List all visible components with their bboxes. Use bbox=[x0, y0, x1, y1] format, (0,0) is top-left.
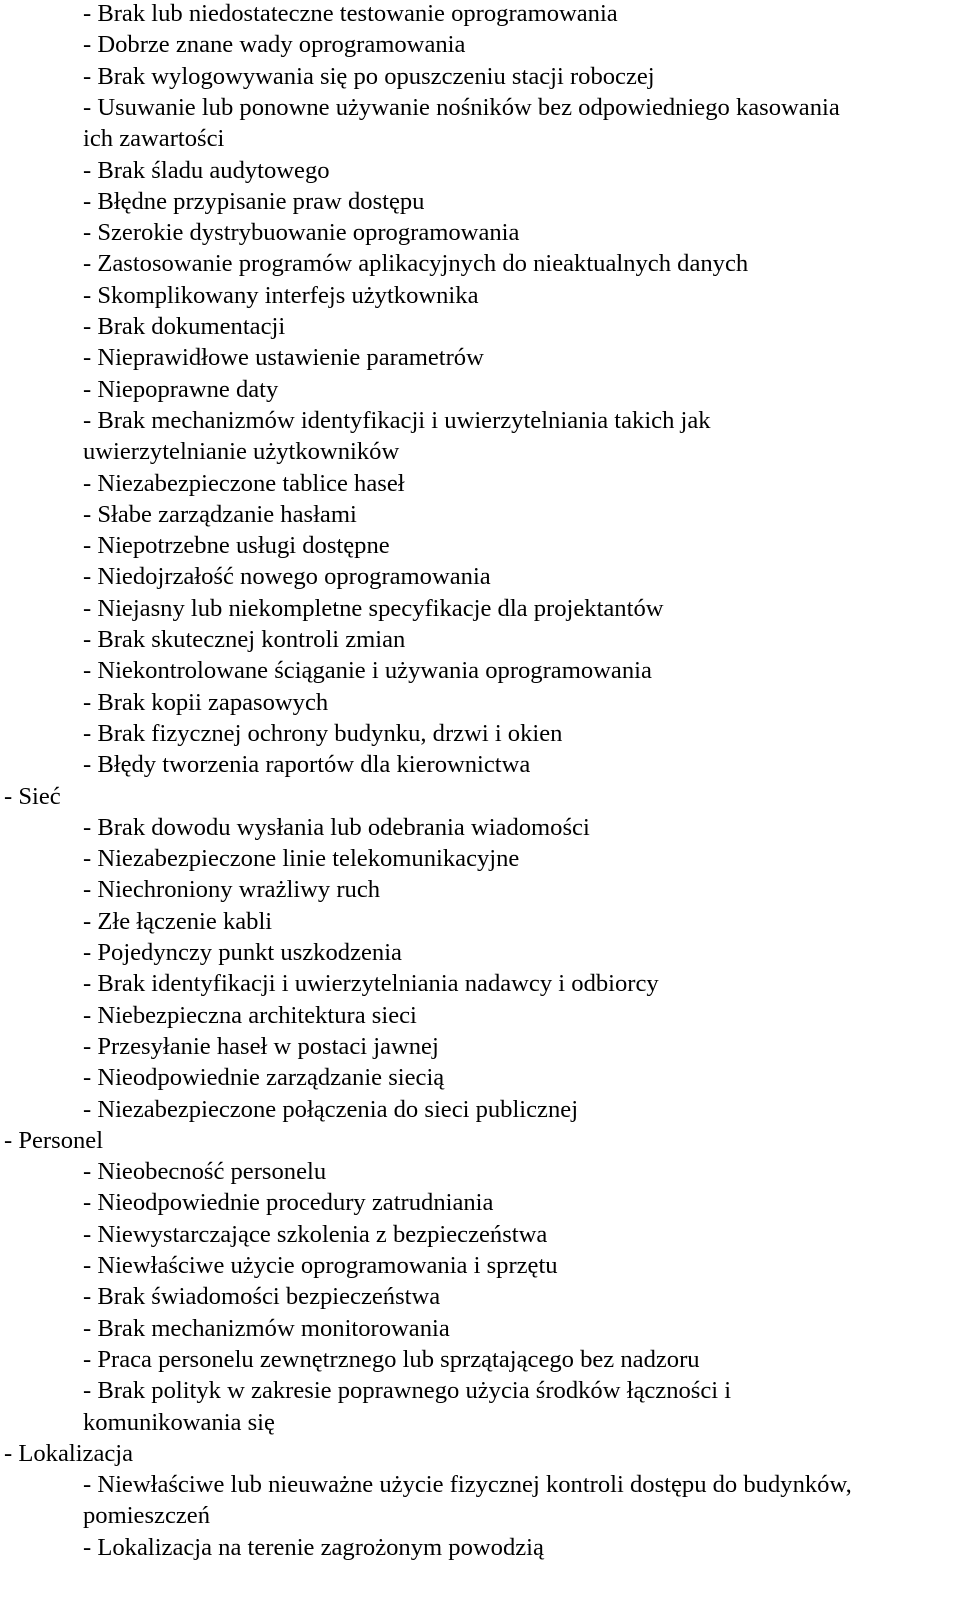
list-item: - Nieodpowiednie procedury zatrudniania bbox=[83, 1189, 494, 1217]
list-item: - Brak mechanizmów monitorowania bbox=[83, 1314, 450, 1342]
list-item: - Niezabezpieczone linie telekomunikacyjne bbox=[83, 845, 520, 873]
list-item: - Brak dowodu wysłania lub odebrania wiadomości bbox=[83, 813, 590, 841]
list-item: - Niekontrolowane ściąganie i używania oprogramowania bbox=[83, 657, 652, 685]
list-item: - Lokalizacja na terenie zagrożonym powodzią bbox=[83, 1533, 544, 1561]
list-item: - Nieobecność personelu bbox=[83, 1158, 327, 1186]
list-item: - Brak śladu audytowego bbox=[83, 156, 330, 184]
list-item: uwierzytelnianie użytkowników bbox=[83, 438, 400, 466]
list-item: - Niepoprawne daty bbox=[83, 375, 279, 403]
list-item: - Skomplikowany interfejs użytkownika bbox=[83, 281, 479, 309]
list-item: - Niepotrzebne usługi dostępne bbox=[83, 532, 390, 560]
list-item: - Brak świadomości bezpieczeństwa bbox=[83, 1283, 441, 1311]
list-item: - Brak kopii zapasowych bbox=[83, 688, 329, 716]
list-item: - Dobrze znane wady oprogramowania bbox=[83, 31, 466, 59]
list-item: - Pojedynczy punkt uszkodzenia bbox=[83, 939, 402, 966]
list-item: pomieszczeń bbox=[83, 1502, 211, 1530]
list-item: - Zastosowanie programów aplikacyjnych do nieaktualnych danych bbox=[83, 250, 749, 278]
list-item: - Błędy tworzenia raportów dla kierownictwa bbox=[83, 751, 531, 779]
list-item: ich zawartości bbox=[83, 125, 225, 153]
list-item: - Niewłaściwe lub nieuważne użycie fizycznej kontroli dostępu do budynków, bbox=[83, 1471, 852, 1499]
section-heading: - Lokalizacja bbox=[4, 1439, 134, 1467]
list-item: - Niewłaściwe użycie oprogramowania i sprzętu bbox=[83, 1252, 558, 1279]
list-item: - Szerokie dystrybuowanie oprogramowania bbox=[83, 219, 520, 247]
list-item: - Niechroniony wrażliwy ruch bbox=[83, 876, 381, 904]
list-item: - Nieodpowiednie zarządzanie siecią bbox=[83, 1064, 445, 1092]
list-item: - Nieprawidłowe ustawienie parametrów bbox=[83, 344, 484, 372]
section-heading: - Sieć bbox=[4, 782, 61, 810]
list-item: - Niedojrzałość nowego oprogramowania bbox=[83, 563, 491, 591]
list-item: - Niejasny lub niekompletne specyfikacje dla projektantów bbox=[83, 594, 664, 622]
list-item: - Niezabezpieczone tablice haseł bbox=[83, 469, 405, 497]
list-item: - Usuwanie lub ponowne używanie nośników bez odpowiedniego kasowania bbox=[83, 93, 840, 121]
list-item: - Niebezpieczna architektura sieci bbox=[83, 1001, 417, 1029]
list-item: - Słabe zarządzanie hasłami bbox=[83, 500, 357, 528]
list-item: - Praca personelu zewnętrznego lub sprzątającego bez nadzoru bbox=[83, 1345, 700, 1373]
list-item: - Brak fizycznej ochrony budynku, drzwi i okien bbox=[83, 719, 563, 747]
list-item: - Niezabezpieczone połączenia do sieci publicznej bbox=[83, 1095, 579, 1123]
list-item: - Przesyłanie haseł w postaci jawnej bbox=[83, 1032, 439, 1060]
list-item: - Brak identyfikacji i uwierzytelniania nadawcy i odbiorcy bbox=[83, 970, 659, 998]
list-item: - Brak polityk w zakresie poprawnego użycia środków łączności i bbox=[83, 1377, 732, 1405]
list-item: - Brak wylogowywania się po opuszczeniu stacji roboczej bbox=[83, 62, 655, 90]
list-item: - Niewystarczające szkolenia z bezpieczeństwa bbox=[83, 1220, 548, 1248]
list-item: - Brak skutecznej kontroli zmian bbox=[83, 626, 406, 653]
list-item: - Brak lub niedostateczne testowanie oprogramowania bbox=[83, 0, 618, 27]
list-item: - Brak dokumentacji bbox=[83, 313, 286, 340]
list-item: - Złe łączenie kabli bbox=[83, 907, 273, 935]
section-heading: - Personel bbox=[4, 1126, 104, 1154]
list-item: - Błędne przypisanie praw dostępu bbox=[83, 187, 425, 215]
list-item: komunikowania się bbox=[83, 1408, 275, 1436]
list-item: - Brak mechanizmów identyfikacji i uwierzytelniania takich jak bbox=[83, 406, 711, 434]
